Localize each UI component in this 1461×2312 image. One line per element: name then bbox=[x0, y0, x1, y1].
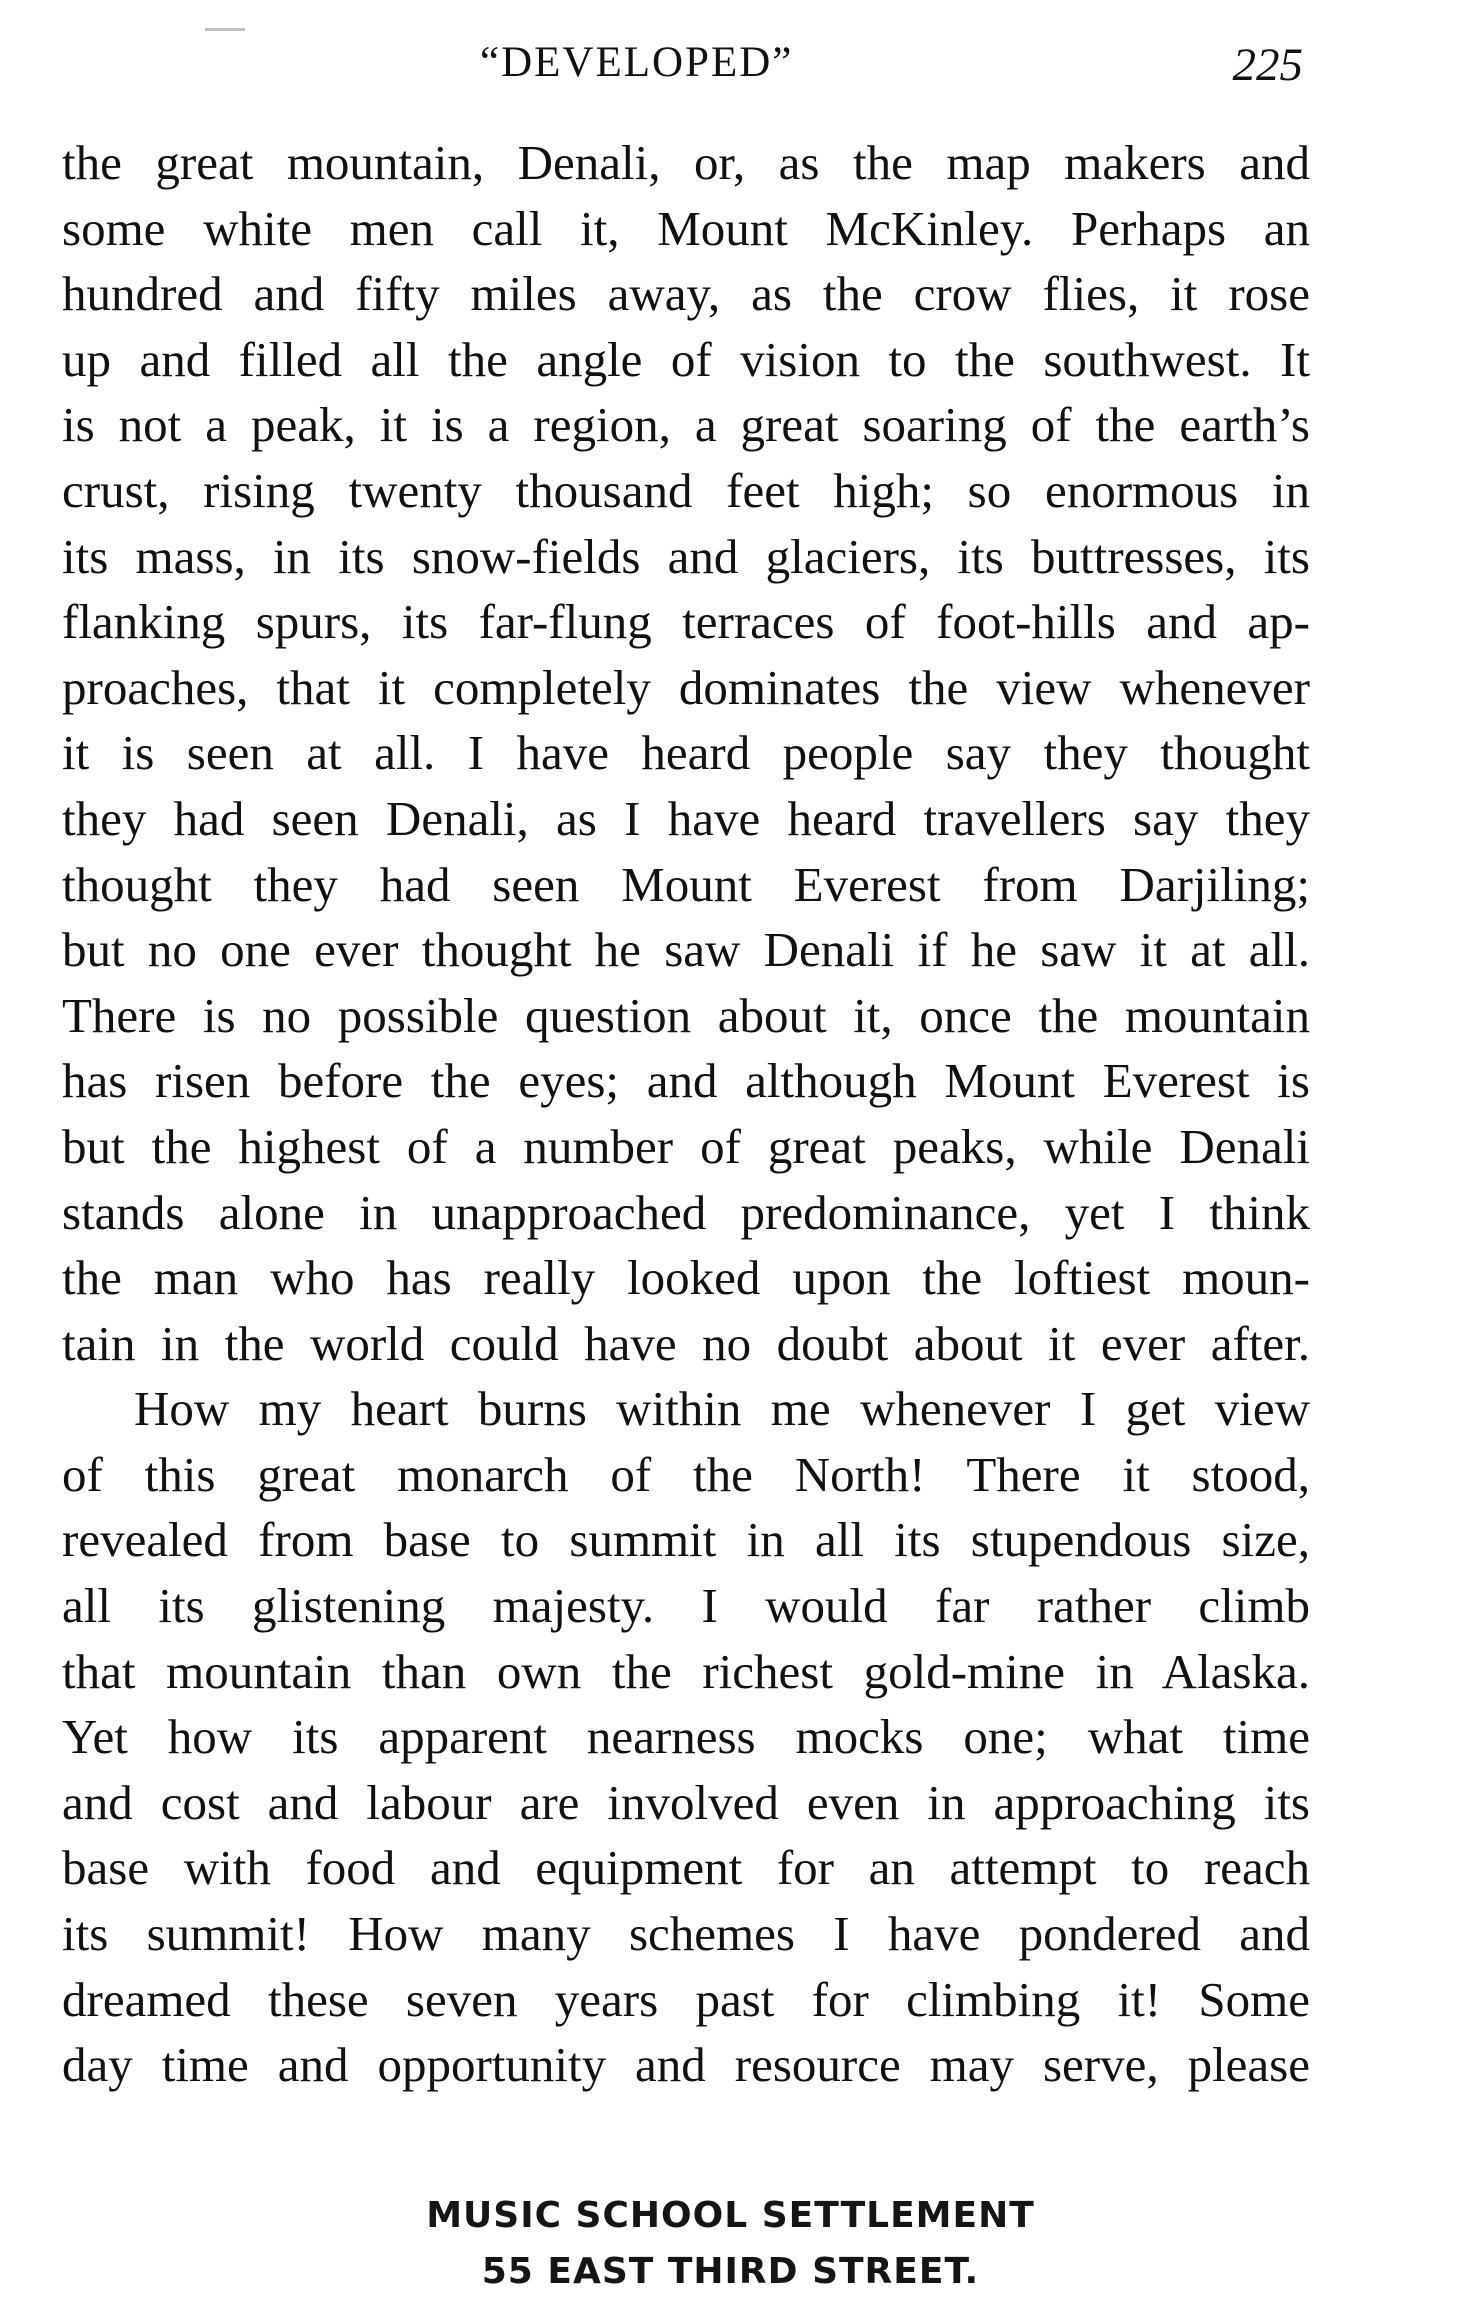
text-line: hundred and fifty miles away, as the crow flies, it rose bbox=[62, 266, 1310, 322]
text-line: There is no possible question about it, once the mountain bbox=[62, 987, 1310, 1043]
text-line: revealed from base to summit in all its stupendous size, bbox=[62, 1512, 1310, 1568]
text-line: the man who has really looked upon the loftiest moun- bbox=[62, 1250, 1310, 1306]
stamp-line-2: 55 EAST THIRD STREET. bbox=[481, 2251, 980, 2292]
body-text bbox=[62, 130, 1310, 2098]
text-line: up and filled all the angle of vision to the southwest. It bbox=[62, 331, 1310, 387]
print-speck bbox=[205, 28, 245, 31]
library-stamp bbox=[0, 2188, 1461, 2300]
text-line: all its glistening majesty. I would far rather climb bbox=[62, 1578, 1310, 1634]
text-line: dreamed these seven years past for climbing it! Some bbox=[62, 1971, 1310, 2027]
text-line: is not a peak, it is a region, a great soaring of the earth’s bbox=[62, 397, 1310, 453]
text-line: flanking spurs, its far-flung terraces of foot-hills and ap- bbox=[62, 594, 1310, 650]
text-line: stands alone in unapproached predominance, yet I think bbox=[62, 1184, 1310, 1240]
text-line: How my heart burns within me whenever I get view bbox=[134, 1381, 1310, 1437]
text-line: has risen before the eyes; and although Mount Everest is bbox=[62, 1053, 1310, 1109]
text-line: thought they had seen Mount Everest from Darjiling; bbox=[62, 856, 1310, 912]
text-line: and cost and labour are involved even in approaching its bbox=[62, 1774, 1310, 1830]
text-line: but no one ever thought he saw Denali if he saw it at all. bbox=[62, 922, 1310, 978]
stamp-line-1: MUSIC SCHOOL SETTLEMENT bbox=[426, 2195, 1035, 2236]
text-line: but the highest of a number of great peaks, while Denali bbox=[62, 1118, 1310, 1174]
text-line: the great mountain, Denali, or, as the map makers and bbox=[62, 135, 1310, 190]
text-line: tain in the world could have no doubt about it ever after. bbox=[62, 1315, 1310, 1371]
page-header bbox=[0, 38, 1461, 108]
text-line: base with food and equipment for an attempt to reach bbox=[62, 1840, 1310, 1896]
text-line: of this great monarch of the North! There it stood, bbox=[62, 1446, 1310, 1502]
paragraph-2 bbox=[62, 1376, 1310, 2098]
text-line: Yet how its apparent nearness mocks one; what time bbox=[62, 1709, 1310, 1765]
running-head: “DEVELOPED” bbox=[480, 39, 794, 86]
paragraph-1 bbox=[62, 130, 1310, 1376]
text-line: its mass, in its snow-fields and glaciers, its buttresses, its bbox=[62, 528, 1310, 584]
text-line: some white men call it, Mount McKinley. Perhaps an bbox=[62, 200, 1310, 256]
text-line: they had seen Denali, as I have heard travellers say they bbox=[62, 790, 1310, 846]
text-line: proaches, that it completely dominates the view whenever bbox=[62, 659, 1310, 715]
text-line: that mountain than own the richest gold-mine in Alaska. bbox=[62, 1643, 1310, 1699]
text-line: it is seen at all. I have heard people say they thought bbox=[62, 725, 1310, 781]
text-line: crust, rising twenty thousand feet high; so enormous in bbox=[62, 462, 1310, 518]
text-line: its summit! How many schemes I have pondered and bbox=[62, 1906, 1310, 1962]
page-number: 225 bbox=[1232, 39, 1303, 91]
text-line: day time and opportunity and resource may serve, please bbox=[62, 2037, 1310, 2093]
